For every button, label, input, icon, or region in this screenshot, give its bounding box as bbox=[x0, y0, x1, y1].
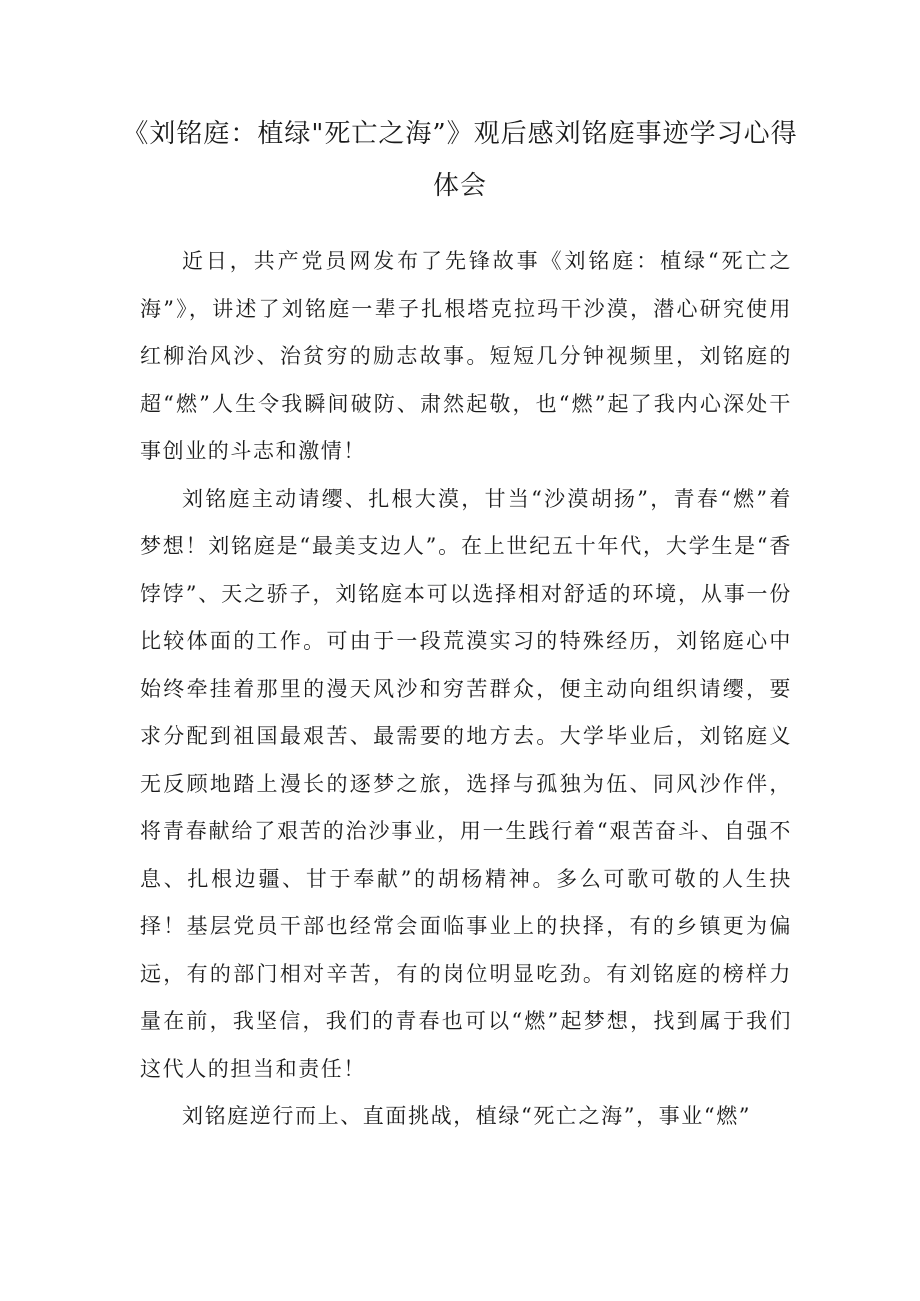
document-body bbox=[140, 238, 792, 1141]
paragraph-1: 近日，共产党员网发布了先锋故事《刘铭庭：植绿“死亡之海”》，讲述了刘铭庭一辈子扎根塔克拉玛干沙漠，潜心研究使用红柳治风沙、治贫穷的励志故事。短短几分钟视频里，刘铭庭的超“燃”人生令我瞬间破防、肃然起敬，也“燃”起了我内心深处干事创业的斗志和激情！ bbox=[140, 249, 792, 463]
paragraph-2: 刘铭庭主动请缨、扎根大漠，甘当“沙漠胡扬”，青春“燃”着梦想！刘铭庭是“最美支边人”。在上世纪五十年代，大学生是“香饽饽”、天之骄子，刘铭庭本可以选择相对舒适的环境，从事一份比较体面的工作。可由于一段荒漠实习的特殊经历，刘铭庭心中始终牵挂着那里的漫天风沙和穷苦群众，便主动向组织请缨，要求分配到祖国最艰苦、最需要的地方去。大学毕业后，刘铭庭义无反顾地踏上漫长的逐梦之旅，选择与孤独为伍、同风沙作伴，将青春献给了艰苦的治沙事业，用一生践行着“艰苦奋斗、自强不息、扎根边疆、甘于奉献”的胡杨精神。多么可歌可敬的人生抉择！基层党员干部也经常会面临事业上的抉择，有的乡镇更为偏远，有的部门相对辛苦，有的岗位明显吃劲。有刘铭庭的榜样力量在前，我坚信，我们的青春也可以“燃”起梦想，找到属于我们这代人的担当和责任！ bbox=[140, 486, 792, 1081]
paragraph-3: 刘铭庭逆行而上、直面挑战，植绿“死亡之海”，事业“燃” bbox=[182, 1104, 752, 1128]
document-title: 《刘铭庭：植绿"死亡之海”》观后感刘铭庭事迹学习心得体会 bbox=[122, 119, 798, 201]
